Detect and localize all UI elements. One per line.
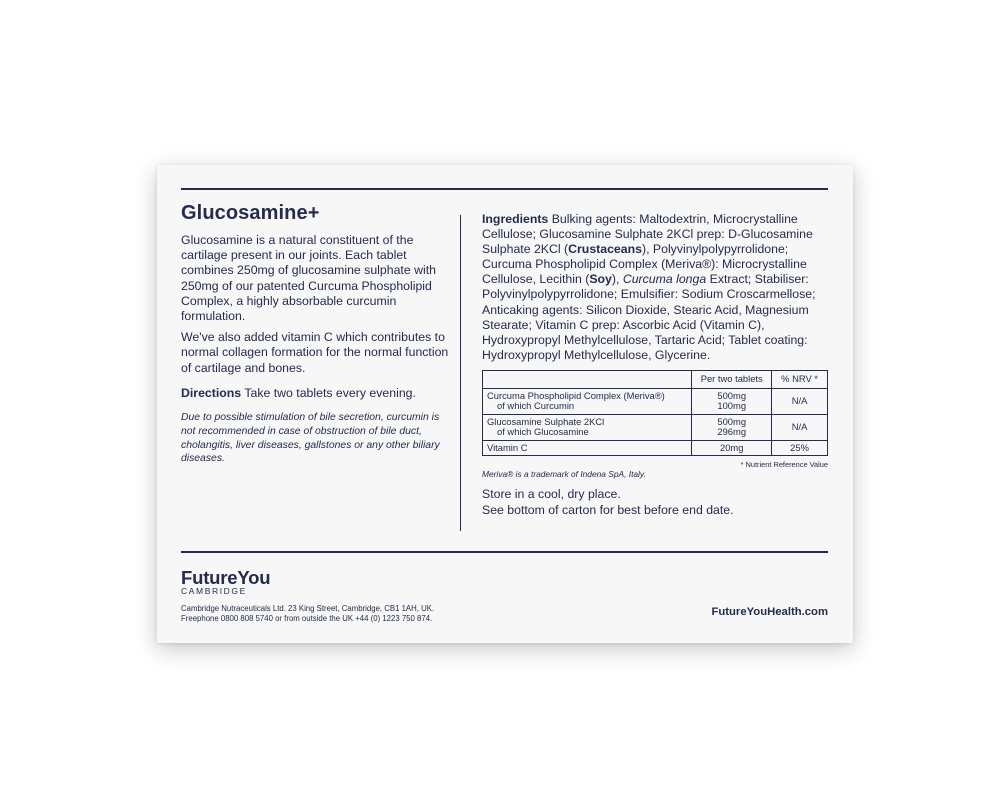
- nutrient-sub-name: of which Glucosamine: [497, 426, 589, 438]
- nutrient-sub-amount: 296mg: [717, 426, 747, 438]
- column-divider: [460, 215, 461, 531]
- table-cell-name: [483, 414, 692, 440]
- ingredients-label: Ingredients: [482, 212, 549, 226]
- directions-text: Take two tablets every evening.: [244, 385, 416, 400]
- table-row: [483, 440, 828, 456]
- ingredients-part: ),: [611, 272, 623, 287]
- table-cell-name: Vitamin C: [483, 440, 692, 456]
- product-label-card: [157, 165, 853, 643]
- table-cell-nrv: 25%: [772, 440, 828, 456]
- nutrient-amount: 500mg: [717, 389, 747, 401]
- table-cell-nrv: N/A: [772, 388, 828, 414]
- allergen-soy: Soy: [589, 272, 612, 287]
- warning-text: Due to possible stimulation of bile secretion, curcumin is not recommended in case of obstruction of bile duct, cholangitis, liver diseases, gallstones or any other biliary diseases.: [181, 412, 440, 465]
- ingredients-text: [482, 212, 830, 363]
- website-link[interactable]: FutureYouHealth.com: [711, 606, 828, 618]
- directions: [181, 386, 449, 401]
- brand-logo: FutureYou: [181, 567, 271, 588]
- company-block: [181, 568, 434, 624]
- ingredients-part: ), Polyvinylpolypyrrolidone; Curcuma Phospholipid Complex (Meriva®): Microcrystalline Cellulose, Lecithin (: [482, 242, 807, 287]
- ingredients-part: Bulking agents: Maltodextrin, Microcrystalline Cellulose; Glucosamine Sulphate 2KCl prep: D-Glucosamine Sulphate 2KCl (: [482, 212, 813, 257]
- nutrient-name: Glucosamine Sulphate 2KCl: [487, 415, 605, 427]
- allergen-crustaceans: Crustaceans: [568, 242, 642, 257]
- company-address: Cambridge Nutraceuticals Ltd. 23 King Street, Cambridge, CB1 1AH, UK.: [181, 604, 435, 613]
- nutrient-amount: 500mg: [717, 415, 747, 427]
- storage-line: Store in a cool, dry place.: [482, 487, 621, 502]
- table-cell-amount: [692, 414, 772, 440]
- table-cell-amount: 20mg: [692, 440, 772, 456]
- left-column: [181, 202, 449, 472]
- table-header-blank: [483, 370, 692, 388]
- bottom-divider: [181, 551, 828, 553]
- ingredients-latin-name: Curcuma longa: [622, 272, 707, 287]
- product-title: Glucosamine+: [181, 202, 320, 224]
- company-phone: Freephone 0800 808 5740 or from outside the UK +44 (0) 1223 750 874.: [181, 614, 433, 623]
- nutrition-table: [482, 370, 828, 457]
- table-row: [483, 414, 828, 440]
- nutrient-sub-name: of which Curcumin: [497, 400, 575, 412]
- table-header-row: [483, 370, 828, 388]
- directions-label: Directions: [181, 385, 242, 400]
- nutrient-name: Curcuma Phospholipid Complex (Meriva®): [487, 389, 665, 401]
- top-divider: [181, 188, 828, 190]
- product-intro: Glucosamine is a natural constituent of the cartilage present in our joints. Each tablet combines 250mg of glucosamine sulphate with 250mg of our patented Curcuma Phospholipid Complex, a highly absorbable curcumin formulation.: [181, 233, 436, 324]
- trademark-note: Meriva® is a trademark of Indena SpA, Italy.: [482, 469, 646, 480]
- ingredients-part: Extract; Stabiliser: Polyvinylpolypyrrolidone; Emulsifier: Sodium Croscarmellose; Anticaking agents: Silicon Dioxide, Stearic Acid, Magnesium Stearate; Vitamin C prep: Ascorbic Acid (Vitamin C), Hydroxypropyl Methylcellulose, Tartaric Acid; Tablet coating: Hydroxypropyl Methylcellulose, Glycerine.: [482, 272, 816, 362]
- brand-logo-subtitle: CAMBRIDGE: [181, 586, 247, 596]
- best-before-line: See bottom of carton for best before end date.: [482, 502, 734, 517]
- table-cell-nrv: N/A: [772, 414, 828, 440]
- storage-instructions: [482, 487, 830, 517]
- table-header-nrv: % NRV *: [772, 370, 828, 388]
- nrv-footnote: * Nutrient Reference Value: [740, 460, 828, 470]
- table-header-per-two-tablets: Per two tablets: [692, 370, 772, 388]
- table-row: [483, 388, 828, 414]
- company-address-block: [181, 604, 434, 624]
- nutrient-sub-amount: 100mg: [717, 400, 747, 412]
- table-cell-name: [483, 388, 692, 414]
- vitamin-c-claim: We've also added vitamin C which contributes to normal collagen formation for the normal function of cartilage and bones.: [181, 330, 449, 375]
- right-column: [482, 212, 830, 518]
- table-cell-amount: [692, 388, 772, 414]
